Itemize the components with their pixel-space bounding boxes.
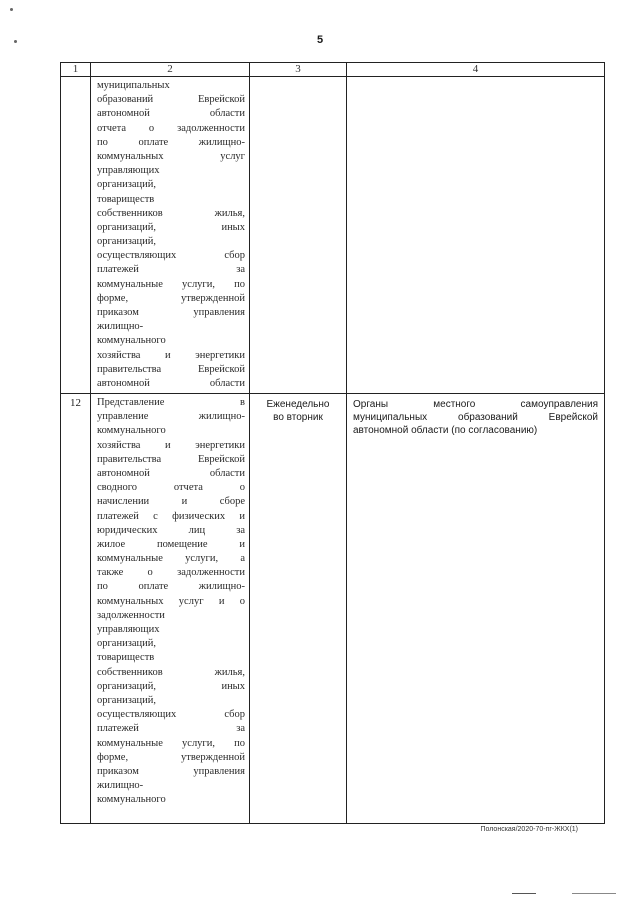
text-line: организаций,	[97, 638, 156, 650]
text-line: коммунальных услуг	[97, 150, 245, 162]
table-row-12	[61, 394, 605, 824]
document-footer-code: Полонская/2020-70-пг-ЖКХ(1)	[480, 826, 578, 833]
text-line: товариществ	[97, 193, 155, 205]
text-line: товариществ	[97, 652, 155, 664]
text-line: сводного отчета о	[97, 482, 245, 494]
text-line: жилищно-	[97, 780, 144, 792]
row-description	[91, 77, 250, 394]
org-line: муниципальных образований Еврейской	[353, 412, 598, 423]
text-line: по оплате жилищно-	[97, 136, 245, 148]
text-line: правительства Еврейской	[97, 363, 245, 375]
text-line: отчета о задолженности	[97, 122, 245, 134]
text-line: организаций,	[97, 179, 156, 191]
row-responsible	[347, 77, 605, 394]
text-line: форме, утвержденной	[97, 751, 245, 763]
text-line: осуществляющих сбор	[97, 250, 245, 262]
org-line: Органы местного самоуправления	[353, 399, 598, 410]
table-row-continued	[61, 77, 605, 394]
text-line: жилое помещение и	[97, 538, 245, 550]
text-line: по оплате жилищно-	[97, 581, 245, 593]
frequency-line: во вторник	[273, 412, 323, 423]
scan-mark	[572, 893, 616, 894]
row-description	[91, 394, 250, 824]
header-col-3: 3	[250, 63, 347, 77]
text-line: хозяйства и энергетики	[97, 349, 245, 361]
header-col-1: 1	[61, 63, 91, 77]
text-line: также о задолженности	[97, 567, 245, 579]
text-line: платежей за	[97, 264, 245, 276]
text-line: платежей за	[97, 723, 245, 735]
text-line: правительства Еврейской	[97, 453, 245, 465]
row-responsible	[347, 394, 605, 824]
text-line: Представление в	[97, 397, 245, 408]
scan-speck	[10, 8, 13, 11]
text-line: автономной области	[97, 108, 245, 120]
text-line: коммунальные услуги, а	[97, 553, 245, 565]
text-line: задолженности	[97, 609, 165, 621]
text-line: коммунального	[97, 335, 166, 347]
text-line: юридических лиц за	[97, 524, 245, 536]
text-line: автономной области	[97, 467, 245, 479]
scan-mark	[512, 893, 536, 894]
text-line: форме, утвержденной	[97, 292, 245, 304]
text-line: приказом управления	[97, 307, 245, 318]
page-number: 5	[316, 34, 324, 46]
text-line: управляющих	[97, 624, 160, 635]
text-line: муниципальных	[97, 80, 170, 91]
row-frequency	[250, 77, 347, 394]
text-line: осуществляющих сбор	[97, 709, 245, 721]
text-line: автономной области	[97, 377, 245, 389]
text-line: коммунальные услуги, по	[97, 737, 245, 749]
text-line: коммунальные услуги, по	[97, 278, 245, 290]
text-line: собственников жилья,	[97, 207, 245, 219]
row-number: 12	[61, 394, 91, 824]
header-col-2: 2	[91, 63, 250, 77]
document-table	[60, 62, 605, 824]
text-line: образований Еврейской	[97, 94, 245, 106]
text-line: организаций, иных	[97, 221, 245, 233]
text-line: организаций,	[97, 236, 156, 248]
text-line: платежей с физических и	[97, 510, 245, 522]
text-line: организаций,	[97, 694, 156, 706]
table-header-row	[61, 63, 605, 77]
text-line: управление жилищно-	[97, 411, 245, 423]
text-line: организаций, иных	[97, 680, 245, 692]
text-line: управляющих	[97, 165, 160, 177]
text-line: коммунальных услуг и о	[97, 595, 245, 607]
text-line: собственников жилья,	[97, 666, 245, 678]
text-line: жилищно-	[97, 321, 144, 333]
header-col-4: 4	[347, 63, 605, 77]
row-frequency	[250, 394, 347, 824]
text-line: коммунального	[97, 425, 166, 437]
text-line: коммунального	[97, 794, 166, 806]
frequency-line: Еженедельно	[266, 399, 330, 410]
text-line: начислении и сборе	[97, 496, 245, 508]
org-line: автономной области (по согласованию)	[353, 425, 538, 436]
text-line: приказом управления	[97, 765, 245, 777]
row-number	[61, 77, 91, 394]
text-line: хозяйства и энергетики	[97, 439, 245, 451]
